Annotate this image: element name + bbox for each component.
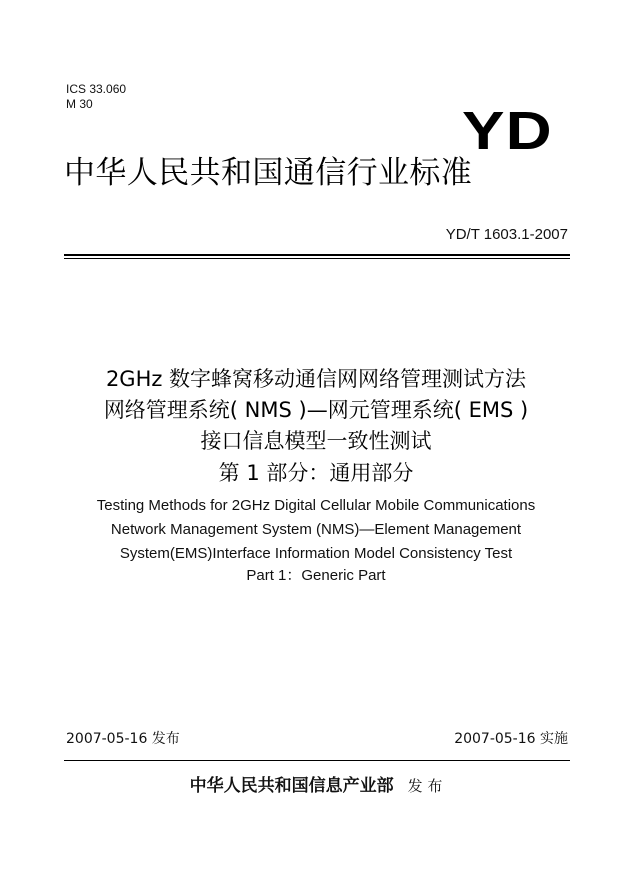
standard-number: YD/T 1603.1-2007 <box>445 226 568 243</box>
ccs-code: M 30 <box>66 97 93 111</box>
footer-rule <box>64 760 570 761</box>
yd-logo: YD <box>462 101 553 161</box>
title-zh-line-4: 第 1 部分：通用部分 <box>218 461 414 485</box>
title-zh-line-2: 网络管理系统( NMS )—网元管理系统( EMS ) <box>103 398 529 422</box>
publisher-line <box>0 774 632 798</box>
title-en-line-2: Network Management System (NMS)—Element Management <box>110 521 522 538</box>
title-en-line-1: Testing Methods for 2GHz Digital Cellular Mobile Communications <box>96 497 536 514</box>
header-rule <box>64 254 570 256</box>
standard-type-title: 中华人民共和国通信行业标准 <box>64 155 473 191</box>
implementation-date: 2007-05-16 实施 <box>454 731 568 747</box>
title-en-line-3: System(EMS)Interface Information Model Consistency Test <box>119 545 513 562</box>
ics-code: ICS 33.060 <box>66 82 127 96</box>
title-zh-line-1: 2GHz 数字蜂窝移动通信网网络管理测试方法 <box>105 367 527 391</box>
title-zh-line-3: 接口信息模型一致性测试 <box>200 429 432 453</box>
issue-date: 2007-05-16 发布 <box>66 731 180 747</box>
publish-action: 发 布 <box>407 777 443 795</box>
publisher-name: 中华人民共和国信息产业部 <box>189 776 394 796</box>
title-en-line-4: Part 1：Generic Part <box>246 567 386 584</box>
header-rule-thin <box>64 258 570 259</box>
